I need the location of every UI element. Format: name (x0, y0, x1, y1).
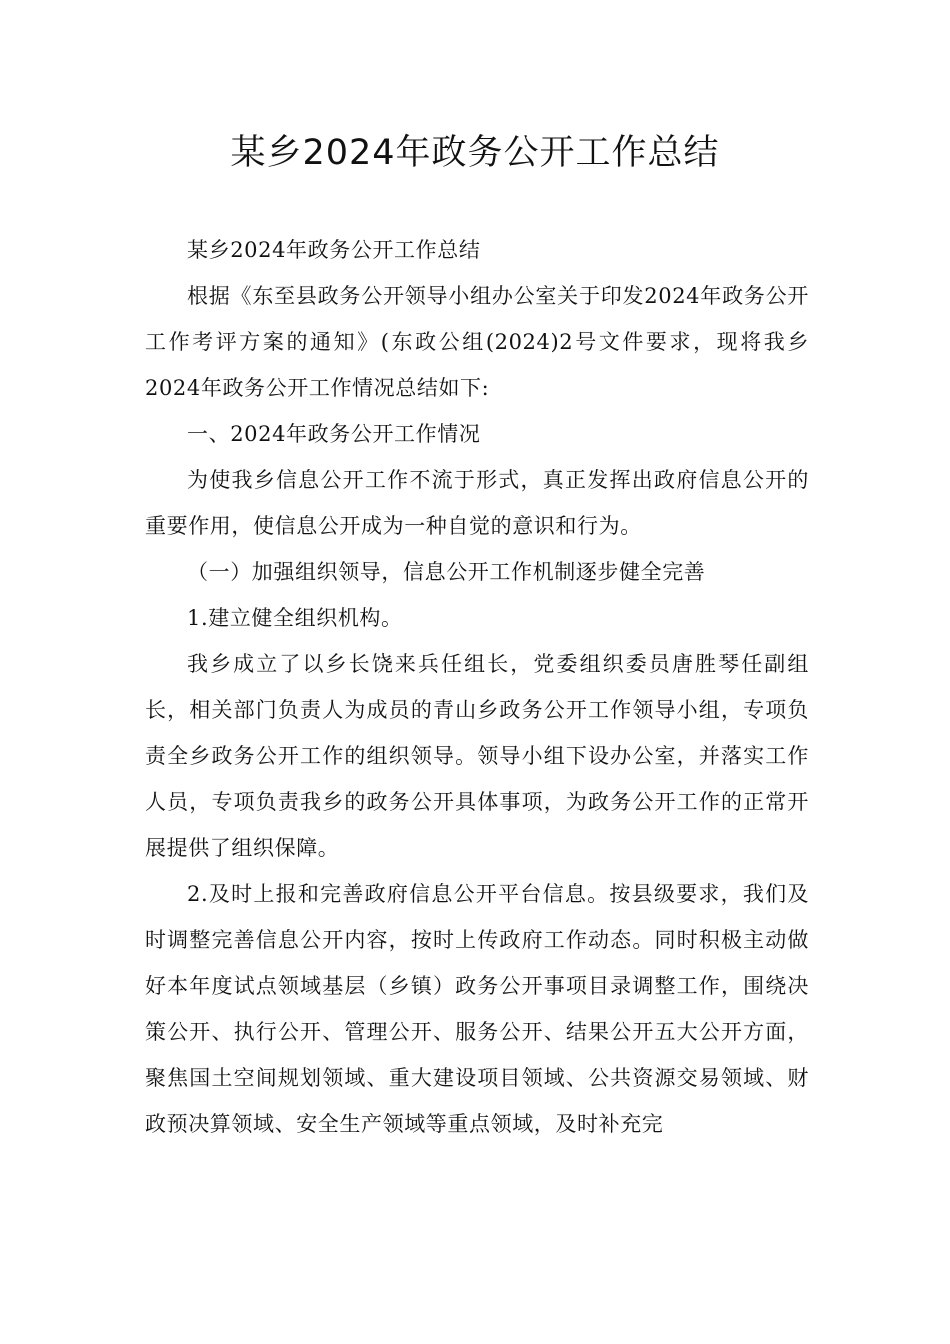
paragraph-intro: 根据《东至县政务公开领导小组办公室关于印发2024年政务公开工作考评方案的通知》(东政公组(2024)2号文件要求，现将我乡2024年政务公开工作情况总结如下: (145, 284, 809, 400)
document-title: 某乡2024年政务公开工作总结 (230, 133, 720, 173)
subsection-heading-1: （一）加强组织领导，信息公开工作机制逐步健全完善 (187, 560, 706, 584)
paragraph-organization: 我乡成立了以乡长饶来兵任组长，党委组织委员唐胜琴任副组长，相关部门负责人为成员的青山乡政务公开工作领导小组，专项负责全乡政务公开工作的组织领导。领导小组下设办公室，并落实工作人员，专项负责我乡的政务公开具体事项，为政务公开工作的正常开展提供了组织保障。 (145, 652, 809, 860)
paragraph-subtitle: 某乡2024年政务公开工作总结 (187, 238, 481, 262)
paragraph-platform: 2.及时上报和完善政府信息公开平台信息。按县级要求，我们及时调整完善信息公开内容，按时上传政府工作动态。同时积极主动做好本年度试点领域基层（乡镇）政务公开事项目录调整工作，围绕决策公开、执行公开、管理公开、服务公开、结果公开五大公开方面，聚焦国土空间规划领域、重大建设项目领域、公共资源交易领域、财政预决算领域、安全生产领域等重点领域，及时补充完 (145, 882, 809, 1136)
paragraph-purpose: 为使我乡信息公开工作不流于形式，真正发挥出政府信息公开的重要作用，使信息公开成为一种自觉的意识和行为。 (145, 468, 809, 538)
document-body (145, 227, 809, 1147)
item-heading-1: 1.建立健全组织机构。 (187, 606, 403, 630)
section-heading-1: 一、2024年政务公开工作情况 (187, 422, 481, 446)
